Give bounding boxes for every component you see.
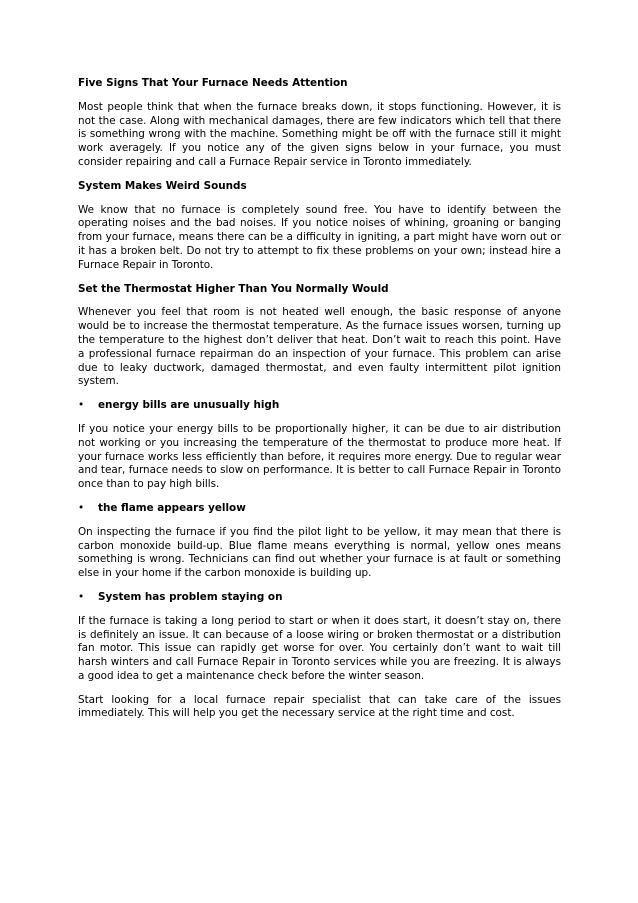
bullet-icon: • bbox=[78, 590, 85, 603]
document-title: Five Signs That Your Furnace Needs Attention bbox=[78, 77, 348, 89]
section-text-thermostat: Whenever you feel that room is not heated well enough, the basic response of anyone would be to increase the thermostat temperature. As the furnace issues worsen, turning up the temperature to the highest don’t deliver that heat. Don’t wait to reach this point. Have a professional furnace repairman do an inspection of your furnace. This problem can arise due to leaky ductwork, damaged thermostat, and even faulty intermittent pilot ignition system. bbox=[78, 306, 561, 388]
section-heading-weird-sounds: System Makes Weird Sounds bbox=[78, 179, 247, 192]
closing-paragraph: Start looking for a local furnace repair specialist that can take care of the issues immediately. This will help you get the necessary service at the right time and cost. bbox=[78, 693, 561, 720]
bullet-icon: • bbox=[78, 399, 85, 412]
section-heading-thermostat: Set the Thermostat Higher Than You Normally Would bbox=[78, 282, 389, 295]
intro-paragraph: Most people think that when the furnace breaks down, it stops functioning. However, it is not the case. Along with mechanical damages, there are few indicators which tell that there is something wrong with the machine. Something might be off with the furnace still it might work averagely. If you notice any of the given signs below in your furnace, you must consider repairing and call a Furnace Repair service in Toronto immediately. bbox=[78, 100, 561, 168]
bullet-icon: • bbox=[78, 501, 85, 514]
bullet-heading-yellow-flame bbox=[78, 502, 561, 516]
section-text-energy-bills: If you notice your energy bills to be proportionally higher, it can be due to air distribution not working or you increasing the temperature of the thermostat to produce more heat. If your furnace works less efficiently than before, it requires more energy. Due to regular wear and tear, furnace needs to slow on performance. It is better to call Furnace Repair in Toronto once than to pay high bills. bbox=[78, 422, 561, 491]
bullet-heading-text: energy bills are unusually high bbox=[98, 399, 280, 412]
bullet-heading-text: the flame appears yellow bbox=[98, 501, 246, 514]
section-text-yellow-flame: On inspecting the furnace if you find the pilot light to be yellow, it may mean that there is carbon monoxide build-up. Blue flame means everything is normal, yellow ones means something is wrong. Technicians can find out whether your furnace is at fault or something else in your home if the carbon monoxide is building up. bbox=[78, 525, 561, 580]
section-text-staying-on: If the furnace is taking a long period to start or when it does start, it doesn’t stay on, there is definitely an issue. It can because of a loose wiring or broken thermostat or a distribution fan motor. This issue can rapidly get worse for over. You certainly don’t want to wait till harsh winters and call Furnace Repair in Toronto services while you are freezing. It is always a good idea to get a maintenance check before the winter season. bbox=[78, 614, 561, 682]
bullet-heading-energy-bills bbox=[78, 399, 561, 413]
section-text-weird-sounds: We know that no furnace is completely sound free. You have to identify between the operating noises and the bad noises. If you notice noises of whining, groaning or banging from your furnace, means there can be a difficulty in igniting, a part might have worn out or it has a broken belt. Do not try to attempt to fix these problems on your own; instead hire a Furnace Repair in Toronto. bbox=[78, 203, 561, 271]
bullet-heading-staying-on bbox=[78, 591, 561, 605]
bullet-heading-text: System has problem staying on bbox=[98, 590, 283, 603]
